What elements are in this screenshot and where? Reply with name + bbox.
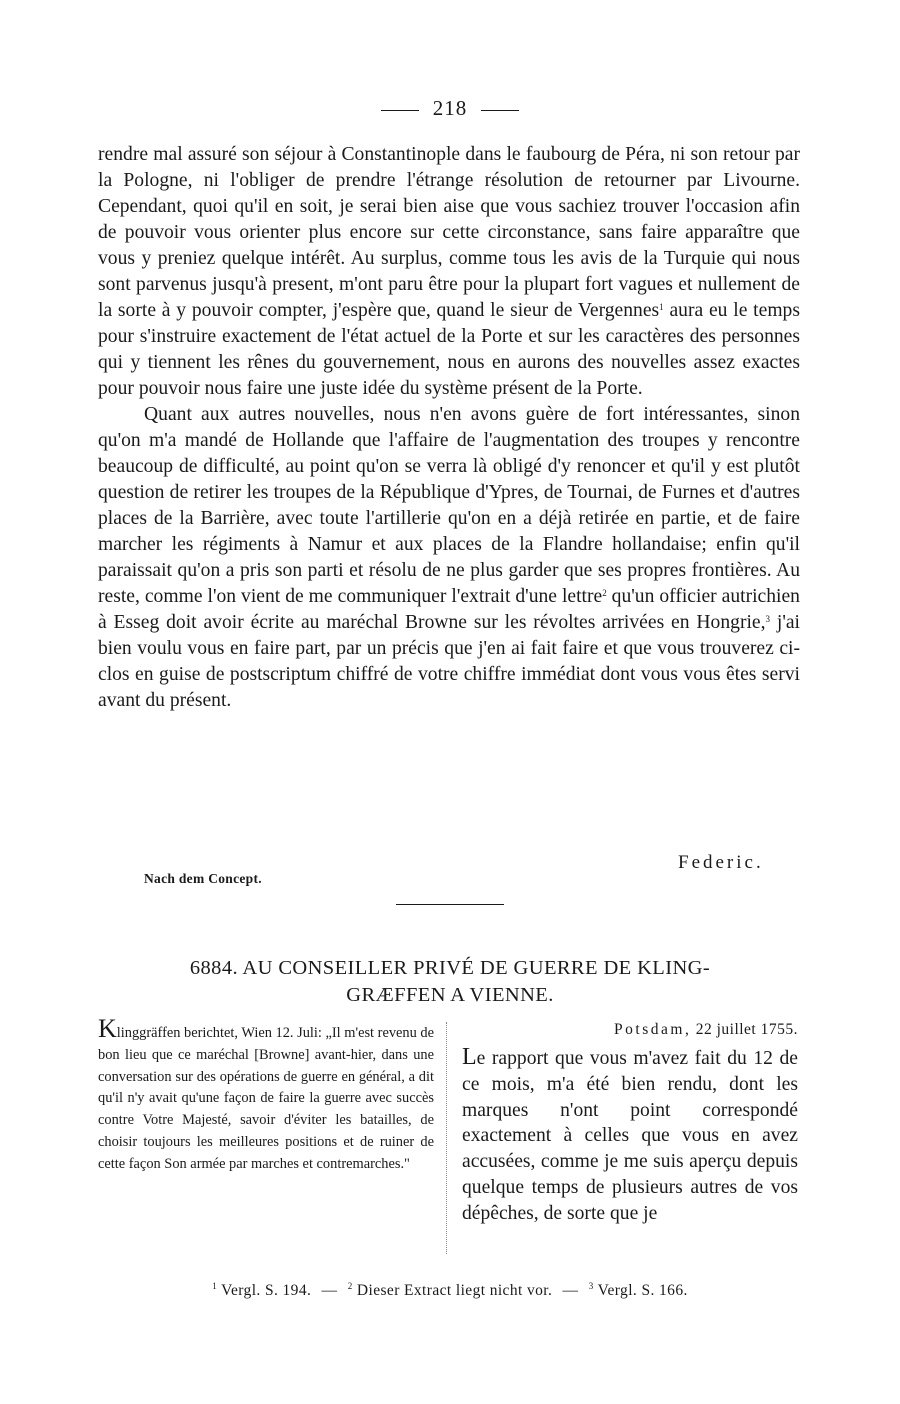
source-note: Nach dem Concept. — [144, 871, 262, 886]
section-heading — [110, 955, 790, 1009]
footnote-ref-3: 3 — [765, 614, 771, 624]
footnote-ref-1: 1 — [659, 302, 664, 312]
letter-column — [462, 1019, 798, 1227]
footnote-separator-1: — — [321, 1282, 338, 1299]
dateline-date: 22 juillet 1755. — [691, 1021, 798, 1038]
footnote-1-number: 1 — [212, 1281, 218, 1291]
summary-text: linggräffen berichtet, Wien 12. Juli: „Il m'est revenu de bon lieu que ce maréchal [Browne] avant-hier, dans une conversation sur des opérations de guerre en général, a dit qu'il n'y avait qu'une façon de faire la guerre avec succès contre Votre Majesté, savoir d'éviter les batailles, de choisir toujours les meilleures positions et de ruiner de cette façon Son armée par marches et contremarches." — [98, 1025, 434, 1172]
footnote-separator-2: — — [562, 1282, 579, 1299]
footnote-ref-2: 2 — [602, 588, 607, 598]
footnote-3-text: Vergl. S. 166. — [593, 1282, 688, 1299]
signature: Federic. — [678, 852, 764, 873]
section-heading-line-2: GRÆFFEN A VIENNE. — [346, 984, 554, 1006]
dateline — [462, 1019, 798, 1041]
page-number-dash-left — [381, 110, 419, 111]
footnote-3-number: 3 — [588, 1281, 594, 1291]
footnote-1-text: Vergl. S. 194. — [217, 1282, 312, 1299]
paragraph-2-text-c: j'ai bien voulu vous en faire part, par un précis que j'en ai fait faire et que vous trouverez ci-clos en guise de postscriptum chiffré de votre chiffre immédiat dont vous vous êtes servi avant du présent. — [98, 612, 800, 711]
letter-dropcap: L — [462, 1044, 477, 1070]
paragraph-2-text-a: Quant aux autres nouvelles, nous n'en avons guère de fort intéressantes, sinon qu'on m'a mandé de Hollande que l'affaire de l'augmentation des troupes y rencontre beaucoup de difficulté, au point qu'on se verra là obligé d'y renoncer et qu'il y est plutôt question de retirer les troupes de la République d'Ypres, de Tournai, de Furnes et d'autres places de la Barrière, avec toute l'artillerie qu'on en a déjà retirée en partie, et de faire marcher les régiments à Namur et aux places de la Flandre hollandaise; enfin qu'il paraissait qu'on a pris son parti et résolu de ne plus garder que ses propres frontières. Au reste, comme l'on vient de me communiquer l'extrait d'une lettre — [98, 404, 800, 607]
footnote-2 — [348, 1282, 553, 1299]
summary-dropcap: K — [98, 1014, 117, 1043]
footnote-2-text: Dieser Extract liegt nicht vor. — [352, 1282, 553, 1299]
footnote-1 — [212, 1282, 311, 1299]
paragraph-2 — [98, 402, 800, 714]
column-divider — [446, 1022, 447, 1254]
footnote-2-number: 2 — [347, 1281, 353, 1291]
footnote-3 — [589, 1282, 688, 1299]
summary-column — [98, 1014, 434, 1176]
letter-body — [462, 1045, 798, 1227]
letter-text: e rapport que vous m'avez fait du 12 de ce mois, m'a été bien rendu, dont les marques n'ont point correspondé exactement à celles que vous en avez accusées, comme je me suis aperçu depuis quelque temps de plusieurs autres de vos dépêches, de sorte que je — [462, 1048, 798, 1224]
paragraph-1-text-b: aura eu le temps pour s'instruire exactement de l'état actuel de la Porte et sur les caractères des personnes qui y tiennent les rênes du gouvernement, nous en aurons des nouvelles assez exactes pour pouvoir nous faire une juste idée du système présent de la Porte. — [98, 300, 800, 399]
page-number-dash-right — [481, 110, 519, 111]
main-text — [98, 142, 800, 714]
paragraph-1-text-a: rendre mal assuré son séjour à Constantinople dans le faubourg de Péra, ni son retour par la Pologne, ni l'obliger de prendre l'étrange résolution de retourner par Livourne. Cependant, quoi qu'il en soit, je serai bien aise que vous sachiez trouver l'occasion afin de pouvoir vous orienter plus encore sur cette circonstance, sans faire apparaître que vous y preniez quelque intérêt. Au surplus, comme tous les avis de la Turquie qui nous sont parvenus jusqu'à present, m'ont paru être pour la plupart fort vagues et nullement de la sorte à y pouvoir compter, j'espère que, quand le sieur de Vergennes — [98, 144, 800, 321]
dateline-place: Potsdam, — [614, 1021, 692, 1038]
section-heading-line-1: 6884. AU CONSEILLER PRIVÉ DE GUERRE DE KLING- — [189, 957, 711, 979]
paragraph-1 — [98, 142, 800, 402]
footnotes — [0, 1282, 900, 1300]
page-number-line — [0, 96, 900, 121]
paragraph-2-text-b: qu'un officier autrichien à Esseg doit avoir écrite au maréchal Browne sur les révoltes arrivées en Hongrie, — [98, 586, 800, 633]
page-number: 218 — [432, 96, 468, 120]
section-divider — [396, 904, 504, 905]
